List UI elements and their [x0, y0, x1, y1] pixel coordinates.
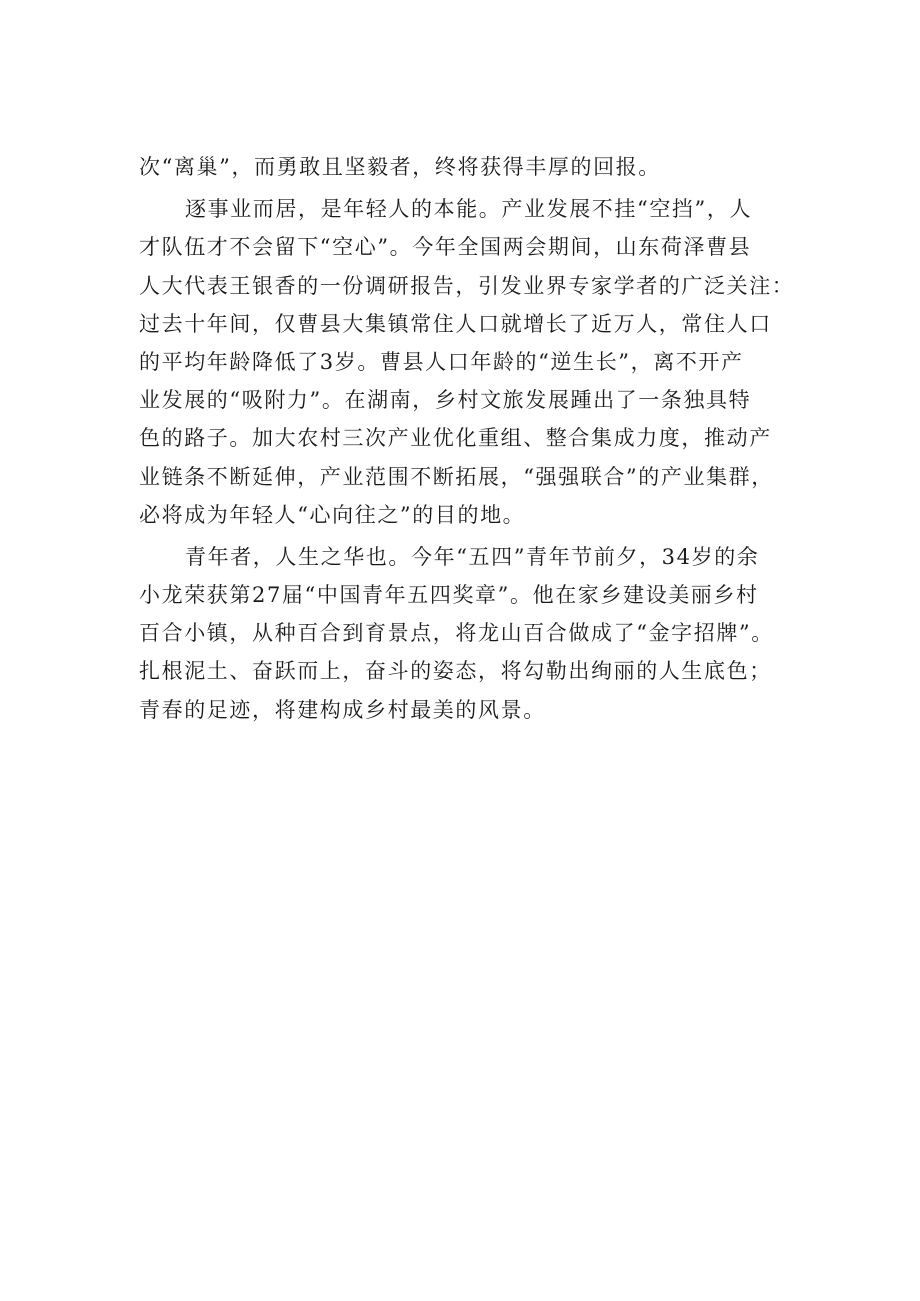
- paragraph-line: 逐事业而居，是年轻人的本能。产业发展不挂“空挡”，人: [185, 197, 753, 222]
- paragraph-line: 小龙荣获第27届“中国青年五四奖章”。他在家乡建设美丽乡村: [139, 583, 759, 608]
- paragraph-line: 业发展的“吸附力”。在湖南，乡村文旅发展踵出了一条独具特: [139, 388, 752, 413]
- paragraph-line: 人大代表王银香的一份调研报告，引发业界专家学者的广泛关注：: [139, 273, 795, 298]
- paragraph-line: 青春的足迹，将建构成乡村最美的风景。: [139, 697, 546, 722]
- paragraph-line: 业链条不断延伸，产业范围不断拓展，“强强联合”的产业集群，: [139, 464, 774, 489]
- paragraph-line: 必将成为年轻人“心向往之”的目的地。: [139, 502, 526, 527]
- paragraph-line: 的平均年龄降低了3岁。曹县人口年龄的“逆生长”，离不开产: [139, 349, 744, 374]
- paragraph-3: [139, 538, 799, 729]
- paragraph-line: 次“离巢”，而勇敢且坚毅者，终将获得丰厚的回报。: [139, 155, 661, 179]
- document-body: [139, 148, 799, 729]
- paragraph-line: 过去十年间，仅曹县大集镇常住人口就增长了近万人，常住人口: [139, 311, 772, 336]
- paragraph-2: [139, 190, 799, 534]
- paragraph-line: 色的路子。加大农村三次产业优化重组、整合集成力度，推动产: [139, 426, 772, 451]
- paragraph-line: 扎根泥土、奋跃而上，奋斗的姿态，将勾勒出绚丽的人生底色；: [139, 659, 772, 684]
- paragraph-line: 才队伍才不会留下“空心”。今年全国两会期间，山东荷泽曹县: [139, 235, 752, 260]
- paragraph-1: [139, 148, 799, 186]
- paragraph-line: 百合小镇，从种百合到育景点，将龙山百合做成了“金字招牌”。: [139, 621, 774, 646]
- paragraph-line: 青年者，人生之华也。今年“五四”青年节前夕，34岁的余: [185, 544, 760, 569]
